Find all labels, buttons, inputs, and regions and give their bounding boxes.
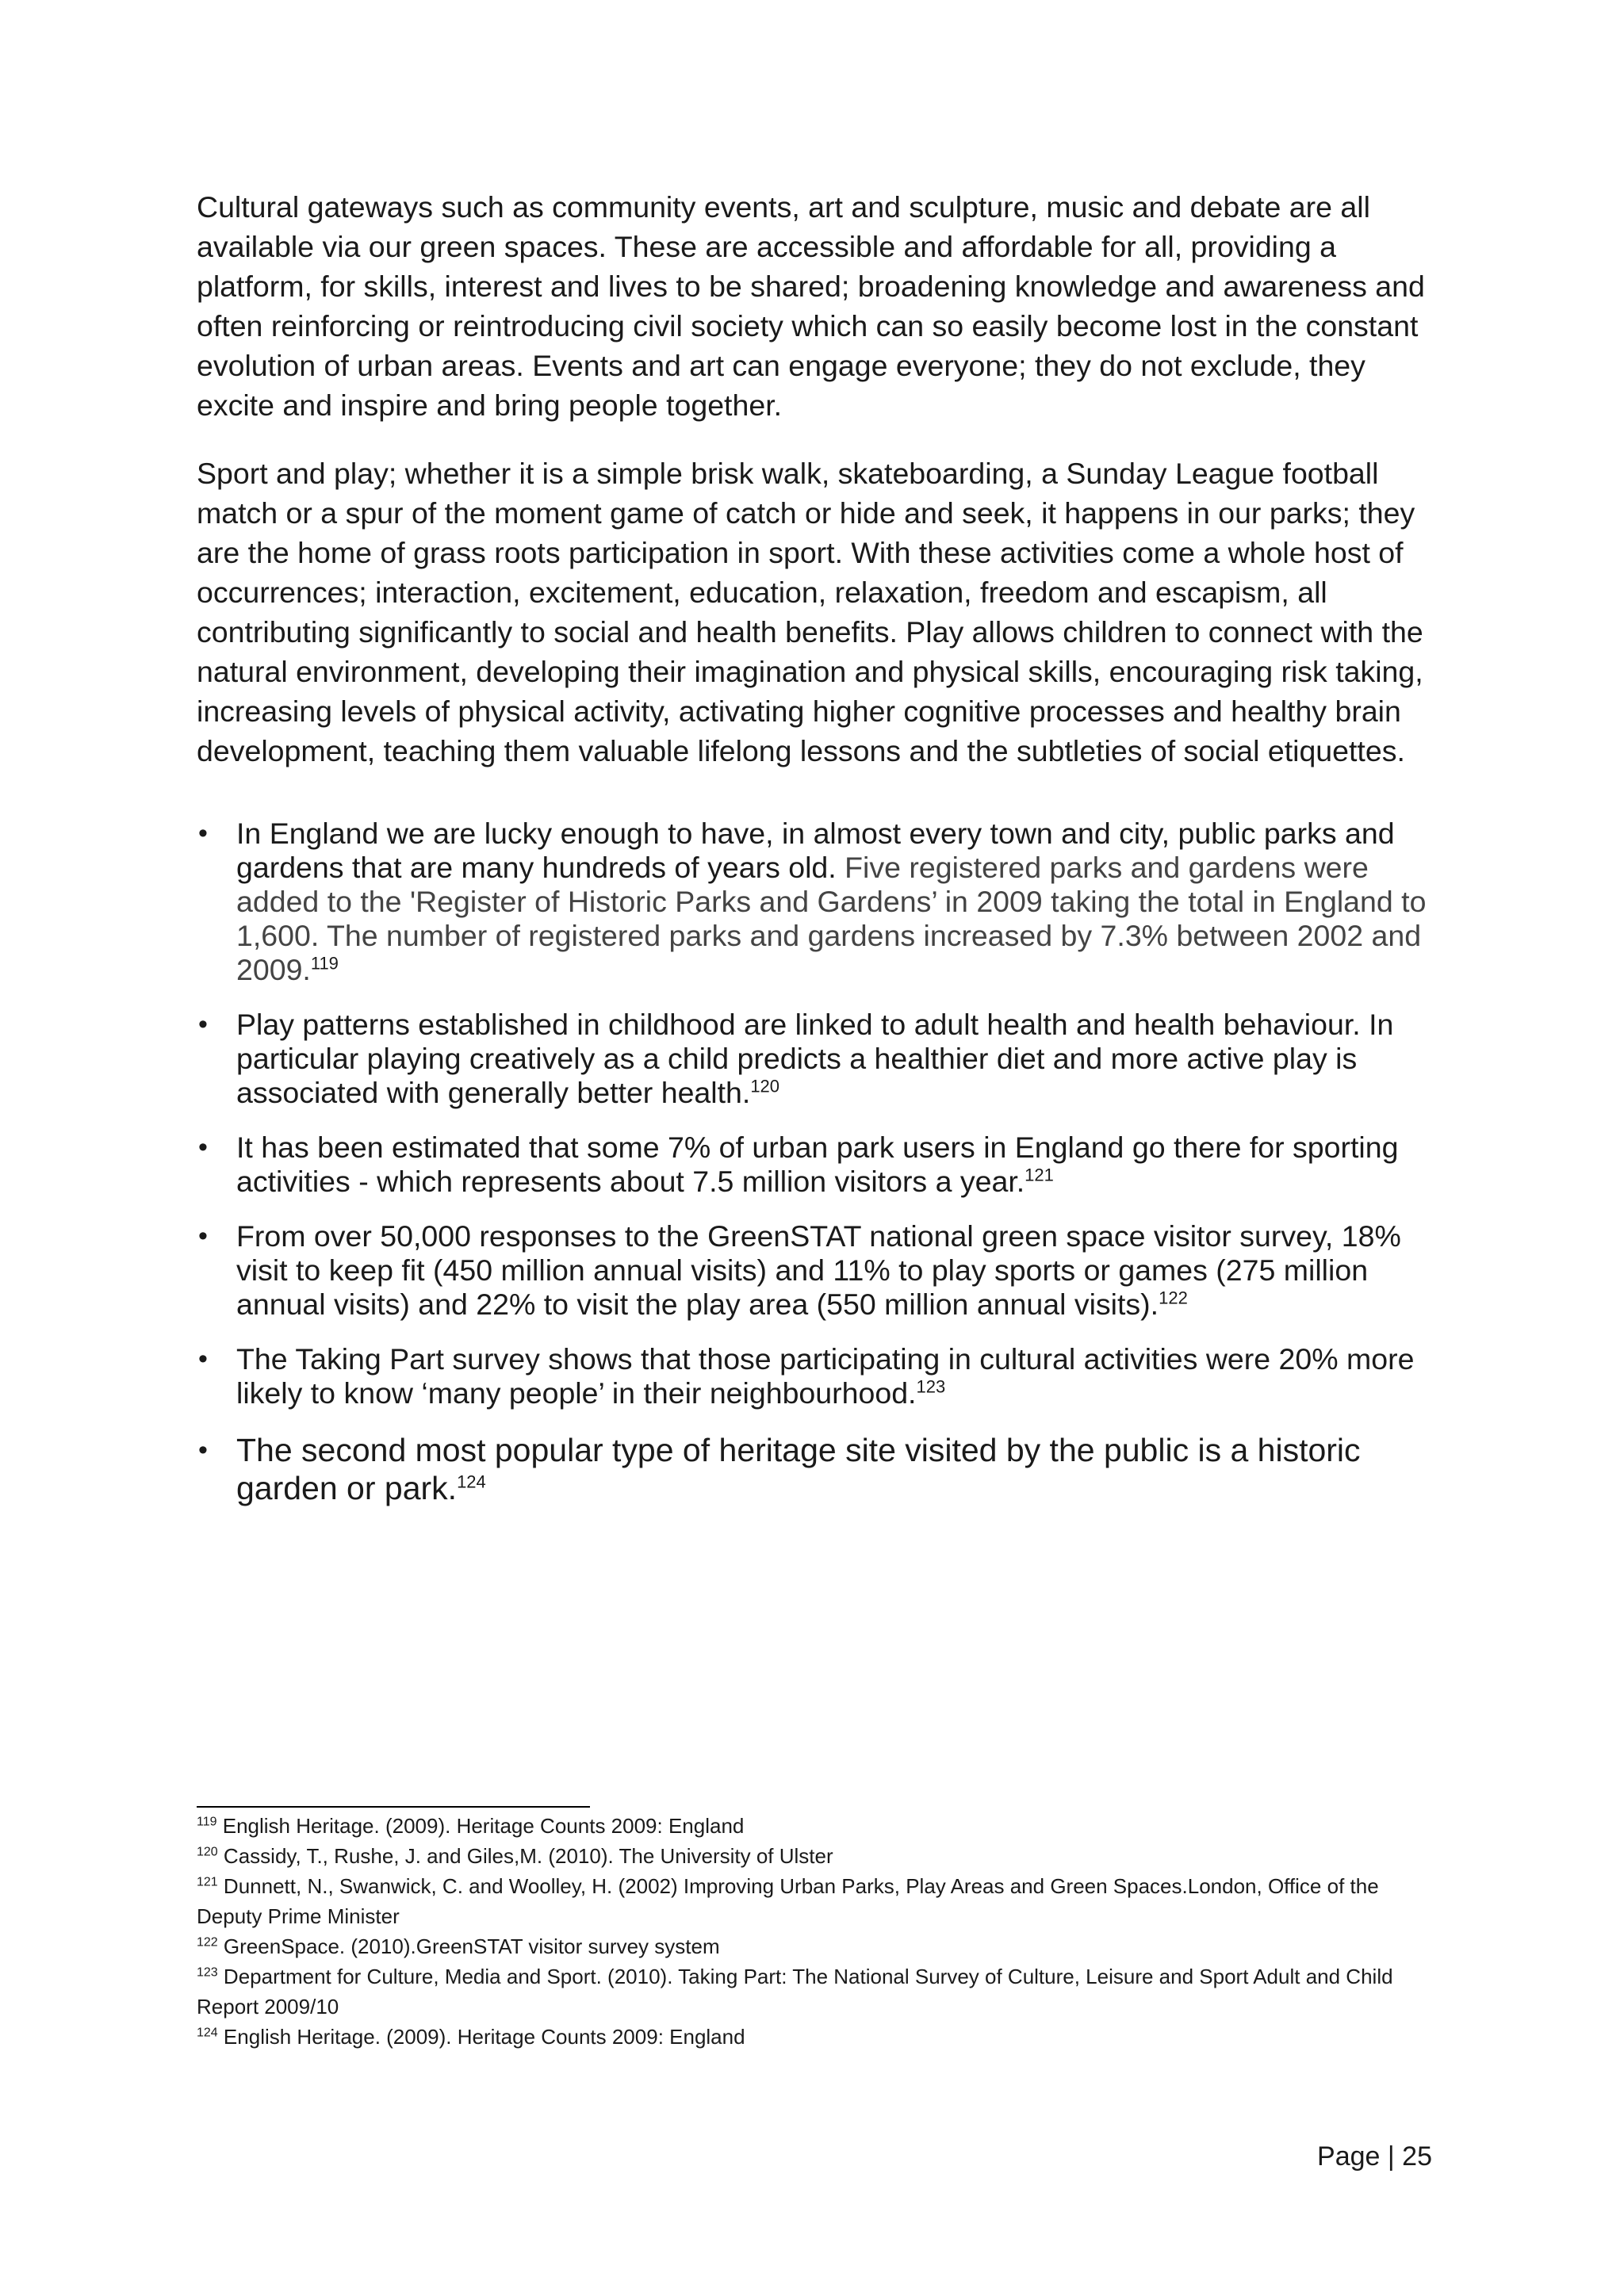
- footnote-ref[interactable]: 123: [916, 1376, 946, 1397]
- footnote-text: Dunnett, N., Swanwick, C. and Woolley, H. (2002) Improving Urban Parks, Play Areas and Green Spaces.London, Office of the Deputy Prime Minister: [197, 1874, 1379, 1928]
- footnote-number: 119: [197, 1815, 217, 1829]
- list-item: [197, 1219, 1450, 1322]
- footnote-number: 120: [197, 1845, 218, 1859]
- paragraph-cultural-gateways: Cultural gateways such as community events, art and sculpture, music and debate are all available via our green spaces. These are accessible and affordable for all, providing a platform, for skills, interest and lives to be shared; broadening knowledge and awareness and often reinforcing or reintroducing civil society which can so easily become lost in the constant evolution of urban areas. Events and art can engage everyone; they do not exclude, they excite and inspire and bring people together.: [197, 190, 1425, 422]
- bullet-text: The Taking Part survey shows that those participating in cultural activities were 20% more likely to know ‘many people’ in their neighbourhood.: [236, 1342, 1415, 1410]
- bullet-text: From over 50,000 responses to the GreenSTAT national green space visitor survey, 18% visit to keep fit (450 million annual visits) and 11% to play sports or games (275 million annual visits) and 22% to visit the play area (550 million annual visits).: [236, 1219, 1401, 1321]
- footnote-119: [197, 1811, 1434, 1841]
- footnote-text: English Heritage. (2009). Heritage Counts 2009: England: [216, 1814, 745, 1838]
- footnote-ref[interactable]: 124: [457, 1471, 486, 1492]
- footnote-text: Department for Culture, Media and Sport. (2010). Taking Part: The National Survey of Culture, Leisure and Sport Adult and Child Report 2009/10: [197, 1965, 1393, 2019]
- paragraph-sport-and-play: Sport and play; whether it is a simple brisk walk, skateboarding, a Sunday League football match or a spur of the moment game of catch or hide and seek, it happens in our parks; they are the home of grass roots participation in sport. With these activities come a whole host of occurrences; interaction, excitement, education, relaxation, freedom and escapism, all contributing significantly to social and health benefits. Play allows children to connect with the natural environment, developing their imagination and physical skills, encouraging risk taking, increasing levels of physical activity, activating higher cognitive processes and healthy brain development, teaching them valuable lifelong lessons and the subtleties of social etiquettes.: [197, 457, 1423, 767]
- bullet-text-quoted: Five registered parks and gardens were added to the 'Register of Historic Parks and Gardens’ in 2009 taking the total in England to 1,600. The number of registered parks and gardens increased by 7.3% between 2002 and 2009.: [236, 851, 1427, 986]
- footnote-120: [197, 1841, 1434, 1871]
- footnote-ref[interactable]: 121: [1025, 1165, 1054, 1185]
- footnote-ref[interactable]: 119: [310, 953, 339, 974]
- footnote-ref[interactable]: 122: [1159, 1288, 1188, 1308]
- facts-bullet-list: [197, 817, 1450, 1507]
- bullet-text: It has been estimated that some 7% of urban park users in England go there for sporting activities - which represents about 7.5 million visitors a year.: [236, 1131, 1399, 1198]
- page-number: Page | 25: [1317, 2141, 1432, 2172]
- footnote-number: 123: [197, 1965, 218, 1980]
- footnote-124: [197, 2022, 1434, 2052]
- footnote-text: GreenSpace. (2010).GreenSTAT visitor survey system: [217, 1934, 720, 1958]
- main-body: [197, 187, 1450, 1528]
- list-item: [197, 1008, 1450, 1110]
- footnote-number: 122: [197, 1935, 218, 1950]
- footnote-number: 121: [197, 1875, 218, 1889]
- list-item: [197, 1131, 1450, 1199]
- list-item: [197, 1342, 1450, 1410]
- bullet-text: Play patterns established in childhood are linked to adult health and health behaviour. In particular playing creatively as a child predicts a healthier diet and more active play is associated with generally better health.: [236, 1008, 1394, 1109]
- footnote-122: [197, 1931, 1434, 1961]
- footnote-separator: [197, 1806, 590, 1808]
- footnote-number: 124: [197, 2026, 218, 2040]
- list-item: [197, 817, 1450, 987]
- footnote-text: English Heritage. (2009). Heritage Counts 2009: England: [217, 2025, 745, 2049]
- list-item: [197, 1431, 1450, 1507]
- footnote-text: Cassidy, T., Rushe, J. and Giles,M. (2010). The University of Ulster: [217, 1844, 833, 1868]
- footnotes: [197, 1811, 1434, 2052]
- footnote-ref[interactable]: 120: [750, 1076, 780, 1096]
- footnote-121: [197, 1871, 1434, 1931]
- footnote-123: [197, 1961, 1434, 2022]
- bullet-text: The second most popular type of heritage site visited by the public is a historic garden or park.: [236, 1432, 1361, 1506]
- bullet-text: In England we are lucky enough to have, in almost every town and city, public parks and gardens that are many hundreds of years old.: [236, 817, 1395, 884]
